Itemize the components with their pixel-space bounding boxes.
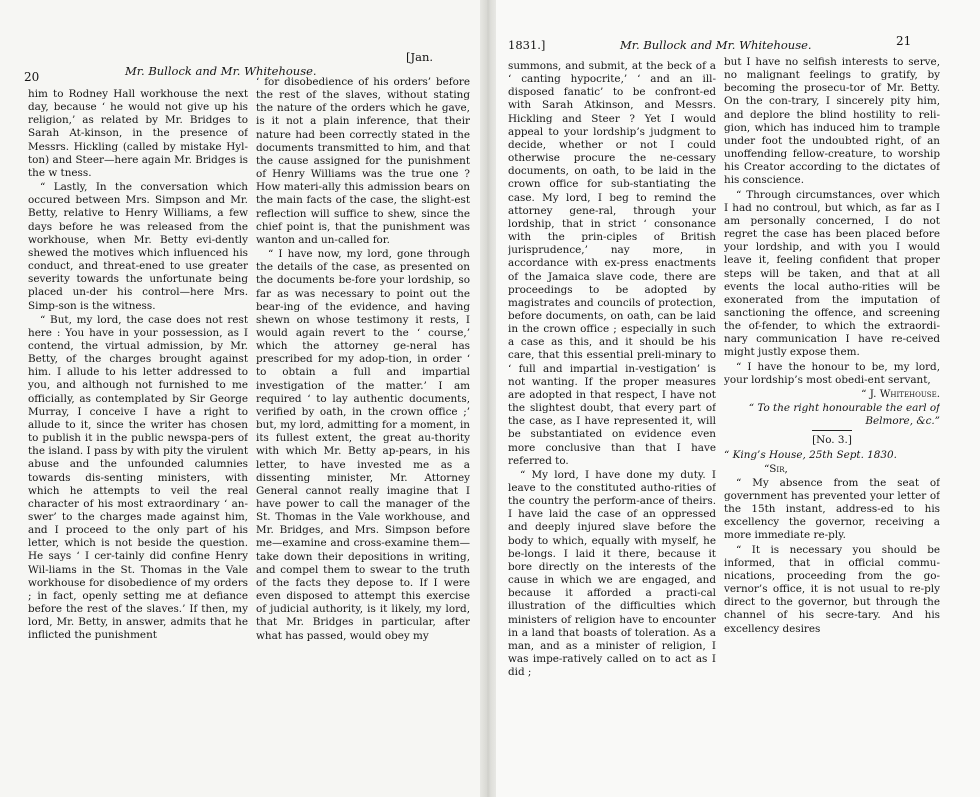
paragraph: “ Through circumstances, over which I had no controul, but which, as far as I am personally concerned, I do not regret the case has been placed before your lordship, and with you I would leave it, feeling confident that proper steps will be taken, and that at all events the local autho-rities will be exonerated from the imputation of sanctioning the offence, and screening the of-fender, to which the extraordi-nary communication I have re-ceived might justly expose them. (724, 188, 940, 359)
left-column-1 (28, 88, 248, 788)
left-column-2 (256, 76, 470, 788)
page-number: 20 (24, 70, 40, 84)
paragraph: “ I have the honour to be, my lord, your lordship’s most obedi-ent servant, (724, 360, 940, 386)
paragraph: “ Lastly, In the conversation which occured between Mrs. Simpson and Mr. Betty, relative to Henry Williams, a few days before he was released from the workhouse, when Mr. Betty evi-dently shewed the motives which influenced his conduct, and threat-ened to use greater severity towards the unfortunate being placed un-der his control—here Mrs. Simp-son is the witness. (28, 181, 248, 312)
section-rule (812, 430, 852, 431)
running-title: Mr. Bullock and Mr. Whitehouse. (620, 38, 812, 52)
paragraph: him to Rodney Hall workhouse the next day, because ‘ he would not give up his religion,’ as related by Mr. Bridges to Sarah At-kinson, in the presence of Messrs. Hickling (called by mistake Hyl-ton) and Steer—here again Mr. Bridges is the w tness. (28, 88, 248, 179)
paragraph: ‘ for disobedience of his orders’ before the rest of the slaves, without stating the nature of the orders which he gave, is it not a plain inference, that their nature had been correctly stated in the documents transmitted to him, and that the cause assigned for the punishment of Henry Williams was the true one ? How materi-ally this admission bears on the main facts of the case, the slight-est reflection will suffice to shew, since the chief point is, that the punishment was wanton and un-called for. (256, 76, 470, 246)
letter-place-date: “ King’s House, 25th Sept. 1830. (724, 448, 897, 461)
right-page (496, 0, 980, 797)
paragraph: “ But, my lord, the case does not rest here : You have in your possession, as I contend, the virtual admission, by Mr. Betty, of the charges brought against him. I allude to his letter addressed to you, and although not furnished to me officially, as contemplated by Sir George Murray, I conceive I have a right to allude to it, since the writer has chosen to publish it in the public newspa-pers of the island. I pass by with pity the virulent abuse and the unfounded calumnies towards dis-senting ministers, with which he attempts to veil the real character of his most extraordinary ‘ an-swer’ to the charges made against him, and I proceed to the only part of his letter, which is not beside the question. He says ‘ I cer-tainly did confine Henry Wil-liams in the St. Thomas in the Vale workhouse for disobedience of my orders ; in fact, openly setting me at defiance before the rest of the slaves.’ If then, my lord, Mr. Betty, in answer, admits that he inflicted the punishment (28, 313, 248, 642)
page-number: 21 (896, 34, 912, 48)
paragraph: “ I have now, my lord, gone through the details of the case, as presented on the documents be-fore your lordship, so far as was necessary to point out the bear-ing of the evidence, and having shewn on whose testimony it rests, I would again revert to the ‘ course,’ which the attorney ge-neral has prescribed for my adop-tion, in order ‘ to obtain a full and impartial investigation of the matter.’ I am required ‘ to lay authentic documents, verified by oath, in the crown office ;’ but, my lord, admitting for a moment, in its fullest extent, the great au-thority with which Mr. Betty ap-pears, in his letter, to have invested me as a dissenting minister, Mr. Attorney General cannot really imagine that I have power to call the manager of the St. Thomas in the Vale workhouse, and Mr. Bridges, and Mrs. Simpson before me—examine and cross-examine them—take down their depositions in writing, and compel them to swear to the truth of the facts they depose to. If I were even disposed to attempt this exercise of judicial authority, is it likely, my lord, that Mr. Bridges in particular, after what has passed, would obey my (256, 248, 470, 642)
running-date: 1831.] (508, 38, 546, 52)
paragraph: “ My absence from the seat of government has prevented your letter of the 15th instant, address-ed to his excellency the governor, receiving a more immediate re-ply. (724, 476, 940, 542)
paragraph: “ It is necessary you should be informed, that in official commu-nications, proceeding from the go-vernor’s office, it is not usual to re-ply direct to the governor, but through the channel of his secre-tary. And his excellency desires (724, 543, 940, 635)
paragraph: summons, and submit, at the beck of a ‘ canting hypocrite,’ ‘ and an ill-disposed fanatic’ to be confront-ed with Sarah Atkinson, and Messrs. Hickling and Steer ? Yet I would appeal to your lordship’s judgment to decide, whether or not I could otherwise procure the ne-cessary documents, on oath, to be laid in the crown office for sub-stantiating the case. My lord, I beg to remind the attorney gene-ral, through your lordship, that in strict ‘ consonance with the prin-ciples of British jurisprudence,’ nay more, in accordance with ex-press enactments of the Jamaica slave code, there are proceedings to be adopted by magistrates and councils of protection, before documents, on oath, can be laid in the crown office ; especially in such a case as this, and it should be his care, that this essential preli-minary to ‘ full and impartial in-vestigation’ is not wanting. If the proper measures are adopted in that respect, I have not the slightest doubt, that every part of the case, as I have represented it, will be substantiated on evidence even more conclusive than that I have referred to. (508, 60, 716, 467)
left-page (0, 0, 480, 797)
right-column-1 (508, 60, 716, 790)
letter-number: [No. 3.] (812, 434, 852, 447)
salutation: “Sir, (764, 462, 788, 475)
signature: “ J. Whitehouse. (861, 387, 940, 400)
addressee: “ To the right honourable the earl of Belmore, &c.” (748, 402, 940, 428)
running-title: Mr. Bullock and Mr. Whitehouse. (125, 64, 317, 78)
paragraph: but I have no selfish interests to serve, no malignant feelings to gratify, by becoming the prosecu-tor of Mr. Betty. On the con-trary, I sincerely pity him, and deplore the blind hostility to reli-gion, which has induced him to trample under foot the undoubted right, of an unoffending fellow-creature, to worship his Creator according to the dictates of his conscience. (724, 56, 940, 187)
running-date: [Jan. (406, 50, 434, 64)
right-column-2 (724, 56, 940, 790)
paragraph: “ My lord, I have done my duty. I leave to the constituted autho-rities of the country the perform-ance of theirs. I have laid the case of an oppressed and deeply injured slave before the body to which, equally with myself, he be-longs. I laid it there, because it bore directly on the interests of the cause in which we are engaged, and because it afforded a practi-cal illustration of the difficulties which ministers of religion have to encounter in a land that boasts of toleration. As a man, and as a minister of religion, I was impe-ratively called on to act as I did ; (508, 468, 716, 679)
